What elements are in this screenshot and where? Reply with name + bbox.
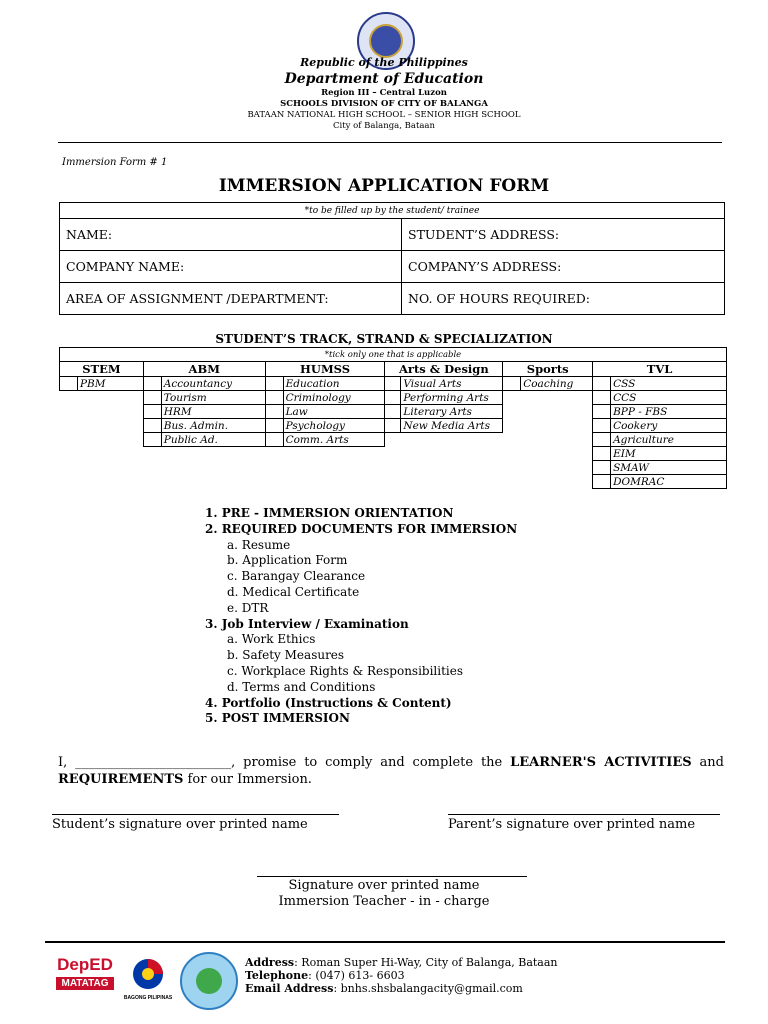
option-label: Criminology — [283, 391, 385, 405]
school-seal-icon — [180, 952, 238, 1010]
step-3b: b. Safety Measures — [227, 648, 345, 663]
option-label: Tourism — [161, 391, 265, 405]
teacher-title-label: Immersion Teacher - in - charge — [278, 894, 490, 909]
step-3a: a. Work Ethics — [227, 632, 316, 647]
option-label: Cookery — [611, 419, 727, 433]
header-republic: Republic of the Philippines — [300, 56, 468, 69]
name-field[interactable]: NAME: — [60, 219, 402, 251]
option-label: Comm. Arts — [283, 433, 385, 447]
footer-divider — [45, 941, 725, 943]
checkbox[interactable] — [265, 405, 283, 419]
step-2b: b. Application Form — [227, 553, 348, 568]
step-3c: c. Workplace Rights & Responsibilities — [227, 663, 464, 678]
pledge-bold-1: LEARNER'S ACTIVITIES — [510, 755, 692, 770]
checkbox[interactable] — [593, 419, 611, 433]
checkbox[interactable] — [265, 419, 283, 433]
option-label: Psychology — [283, 419, 385, 433]
option-label: PBM — [77, 377, 143, 391]
header-school: BATAAN NATIONAL HIGH SCHOOL – SENIOR HIGH SCHOOL — [247, 110, 521, 120]
student-address-field[interactable]: STUDENT’S ADDRESS: — [402, 219, 725, 251]
option-label: BPP - FBS — [611, 405, 727, 419]
hours-field[interactable]: NO. OF HOURS REQUIRED: — [402, 283, 725, 315]
header-abm: ABM — [143, 362, 265, 377]
parent-signature-label: Parent’s signature over printed name — [448, 817, 696, 832]
checkbox[interactable] — [143, 419, 161, 433]
checkbox[interactable] — [385, 419, 401, 433]
checkbox[interactable] — [143, 405, 161, 419]
student-signature-line[interactable] — [52, 814, 339, 815]
header-arts: Arts & Design — [385, 362, 503, 377]
step-2c: c. Barangay Clearance — [227, 569, 366, 584]
checkbox[interactable] — [265, 377, 283, 391]
student-signature-label: Student’s signature over printed name — [52, 817, 308, 832]
option-label: EIM — [611, 447, 727, 461]
checkbox[interactable] — [265, 391, 283, 405]
option-label: New Media Arts — [401, 419, 503, 433]
header-humss: HUMSS — [265, 362, 385, 377]
header-stem: STEM — [60, 362, 144, 377]
checkbox[interactable] — [385, 391, 401, 405]
option-label: Bus. Admin. — [161, 419, 265, 433]
pledge-text-3: for our Immersion. — [183, 772, 312, 787]
header-tvl: TVL — [593, 362, 727, 377]
checkbox[interactable] — [593, 461, 611, 475]
option-label: CSS — [611, 377, 727, 391]
step-2a: a. Resume — [227, 537, 291, 552]
step-4: 4. Portfolio (Instructions & Content) — [205, 695, 452, 710]
step-2: 2. REQUIRED DOCUMENTS FOR IMMERSION — [205, 521, 518, 536]
info-note: *to be filled up by the student/ trainee — [60, 203, 725, 219]
header-city: City of Balanga, Bataan — [333, 121, 435, 131]
company-address-field[interactable]: COMPANY’S ADDRESS: — [402, 251, 725, 283]
checkbox[interactable] — [593, 475, 611, 489]
header-region: Region III – Central Luzon — [321, 88, 447, 98]
option-label: Public Ad. — [161, 433, 265, 447]
checkbox[interactable] — [593, 391, 611, 405]
checkbox[interactable] — [593, 377, 611, 391]
pledge-bold-2: REQUIREMENTS — [58, 772, 184, 787]
step-3: 3. Job Interview / Examination — [205, 616, 409, 631]
option-label: Visual Arts — [401, 377, 503, 391]
pledge-text-1: I, ________________________, promise to comply and complete the — [58, 755, 511, 770]
checkbox[interactable] — [143, 433, 161, 447]
footer-email: Email Address: bnhs.shsbalangacity@gmail.com — [245, 982, 523, 995]
track-title: STUDENT’S TRACK, STRAND & SPECIALIZATION — [215, 332, 553, 346]
parent-signature-line[interactable] — [448, 814, 720, 815]
pledge-text-2: and — [691, 755, 724, 770]
option-label: Performing Arts — [401, 391, 503, 405]
header-divider — [58, 142, 722, 143]
deped-matatag-logo: DepED MATATAG — [57, 955, 113, 989]
pledge-paragraph — [58, 754, 724, 788]
track-note: *tick only one that is applicable — [60, 348, 727, 362]
option-label: Accountancy — [161, 377, 265, 391]
step-2d: d. Medical Certificate — [227, 584, 360, 599]
checkbox[interactable] — [60, 377, 78, 391]
info-table — [59, 202, 725, 315]
footer-address: Address: Roman Super Hi-Way, City of Balanga, Bataan — [245, 956, 558, 969]
checkbox[interactable] — [143, 391, 161, 405]
header-sports: Sports — [503, 362, 593, 377]
option-label: Agriculture — [611, 433, 727, 447]
option-label: SMAW — [611, 461, 727, 475]
checkbox[interactable] — [265, 433, 283, 447]
track-table — [59, 347, 727, 489]
option-label: Coaching — [521, 377, 593, 391]
teacher-signature-line[interactable] — [257, 876, 527, 877]
header-division: SCHOOLS DIVISION OF CITY OF BALANGA — [280, 99, 488, 109]
teacher-signature-label: Signature over printed name — [288, 878, 480, 893]
checkbox[interactable] — [593, 405, 611, 419]
company-name-field[interactable]: COMPANY NAME: — [60, 251, 402, 283]
checkbox[interactable] — [593, 447, 611, 461]
checkbox[interactable] — [385, 405, 401, 419]
option-label: Education — [283, 377, 385, 391]
area-field[interactable]: AREA OF ASSIGNMENT /DEPARTMENT: — [60, 283, 402, 315]
option-label: Literary Arts — [401, 405, 503, 419]
step-2e: e. DTR — [227, 600, 269, 615]
step-5: 5. POST IMMERSION — [205, 711, 350, 726]
checkbox[interactable] — [385, 377, 401, 391]
form-number: Immersion Form # 1 — [62, 157, 168, 168]
step-1: 1. PRE - IMMERSION ORIENTATION — [205, 506, 454, 520]
footer-telephone: Telephone: (047) 613- 6603 — [245, 969, 405, 982]
bagong-pilipinas-logo: BAGONG PILIPINAS — [122, 957, 174, 999]
option-label: Law — [283, 405, 385, 419]
option-label: DOMRAC — [611, 475, 727, 489]
option-label: CCS — [611, 391, 727, 405]
form-title: IMMERSION APPLICATION FORM — [218, 176, 550, 196]
steps-list — [205, 506, 517, 727]
step-3d: d. Terms and Conditions — [227, 679, 376, 694]
checkbox[interactable] — [503, 377, 521, 391]
header-department: Department of Education — [284, 71, 484, 87]
option-label: HRM — [161, 405, 265, 419]
checkbox[interactable] — [593, 433, 611, 447]
checkbox[interactable] — [143, 377, 161, 391]
